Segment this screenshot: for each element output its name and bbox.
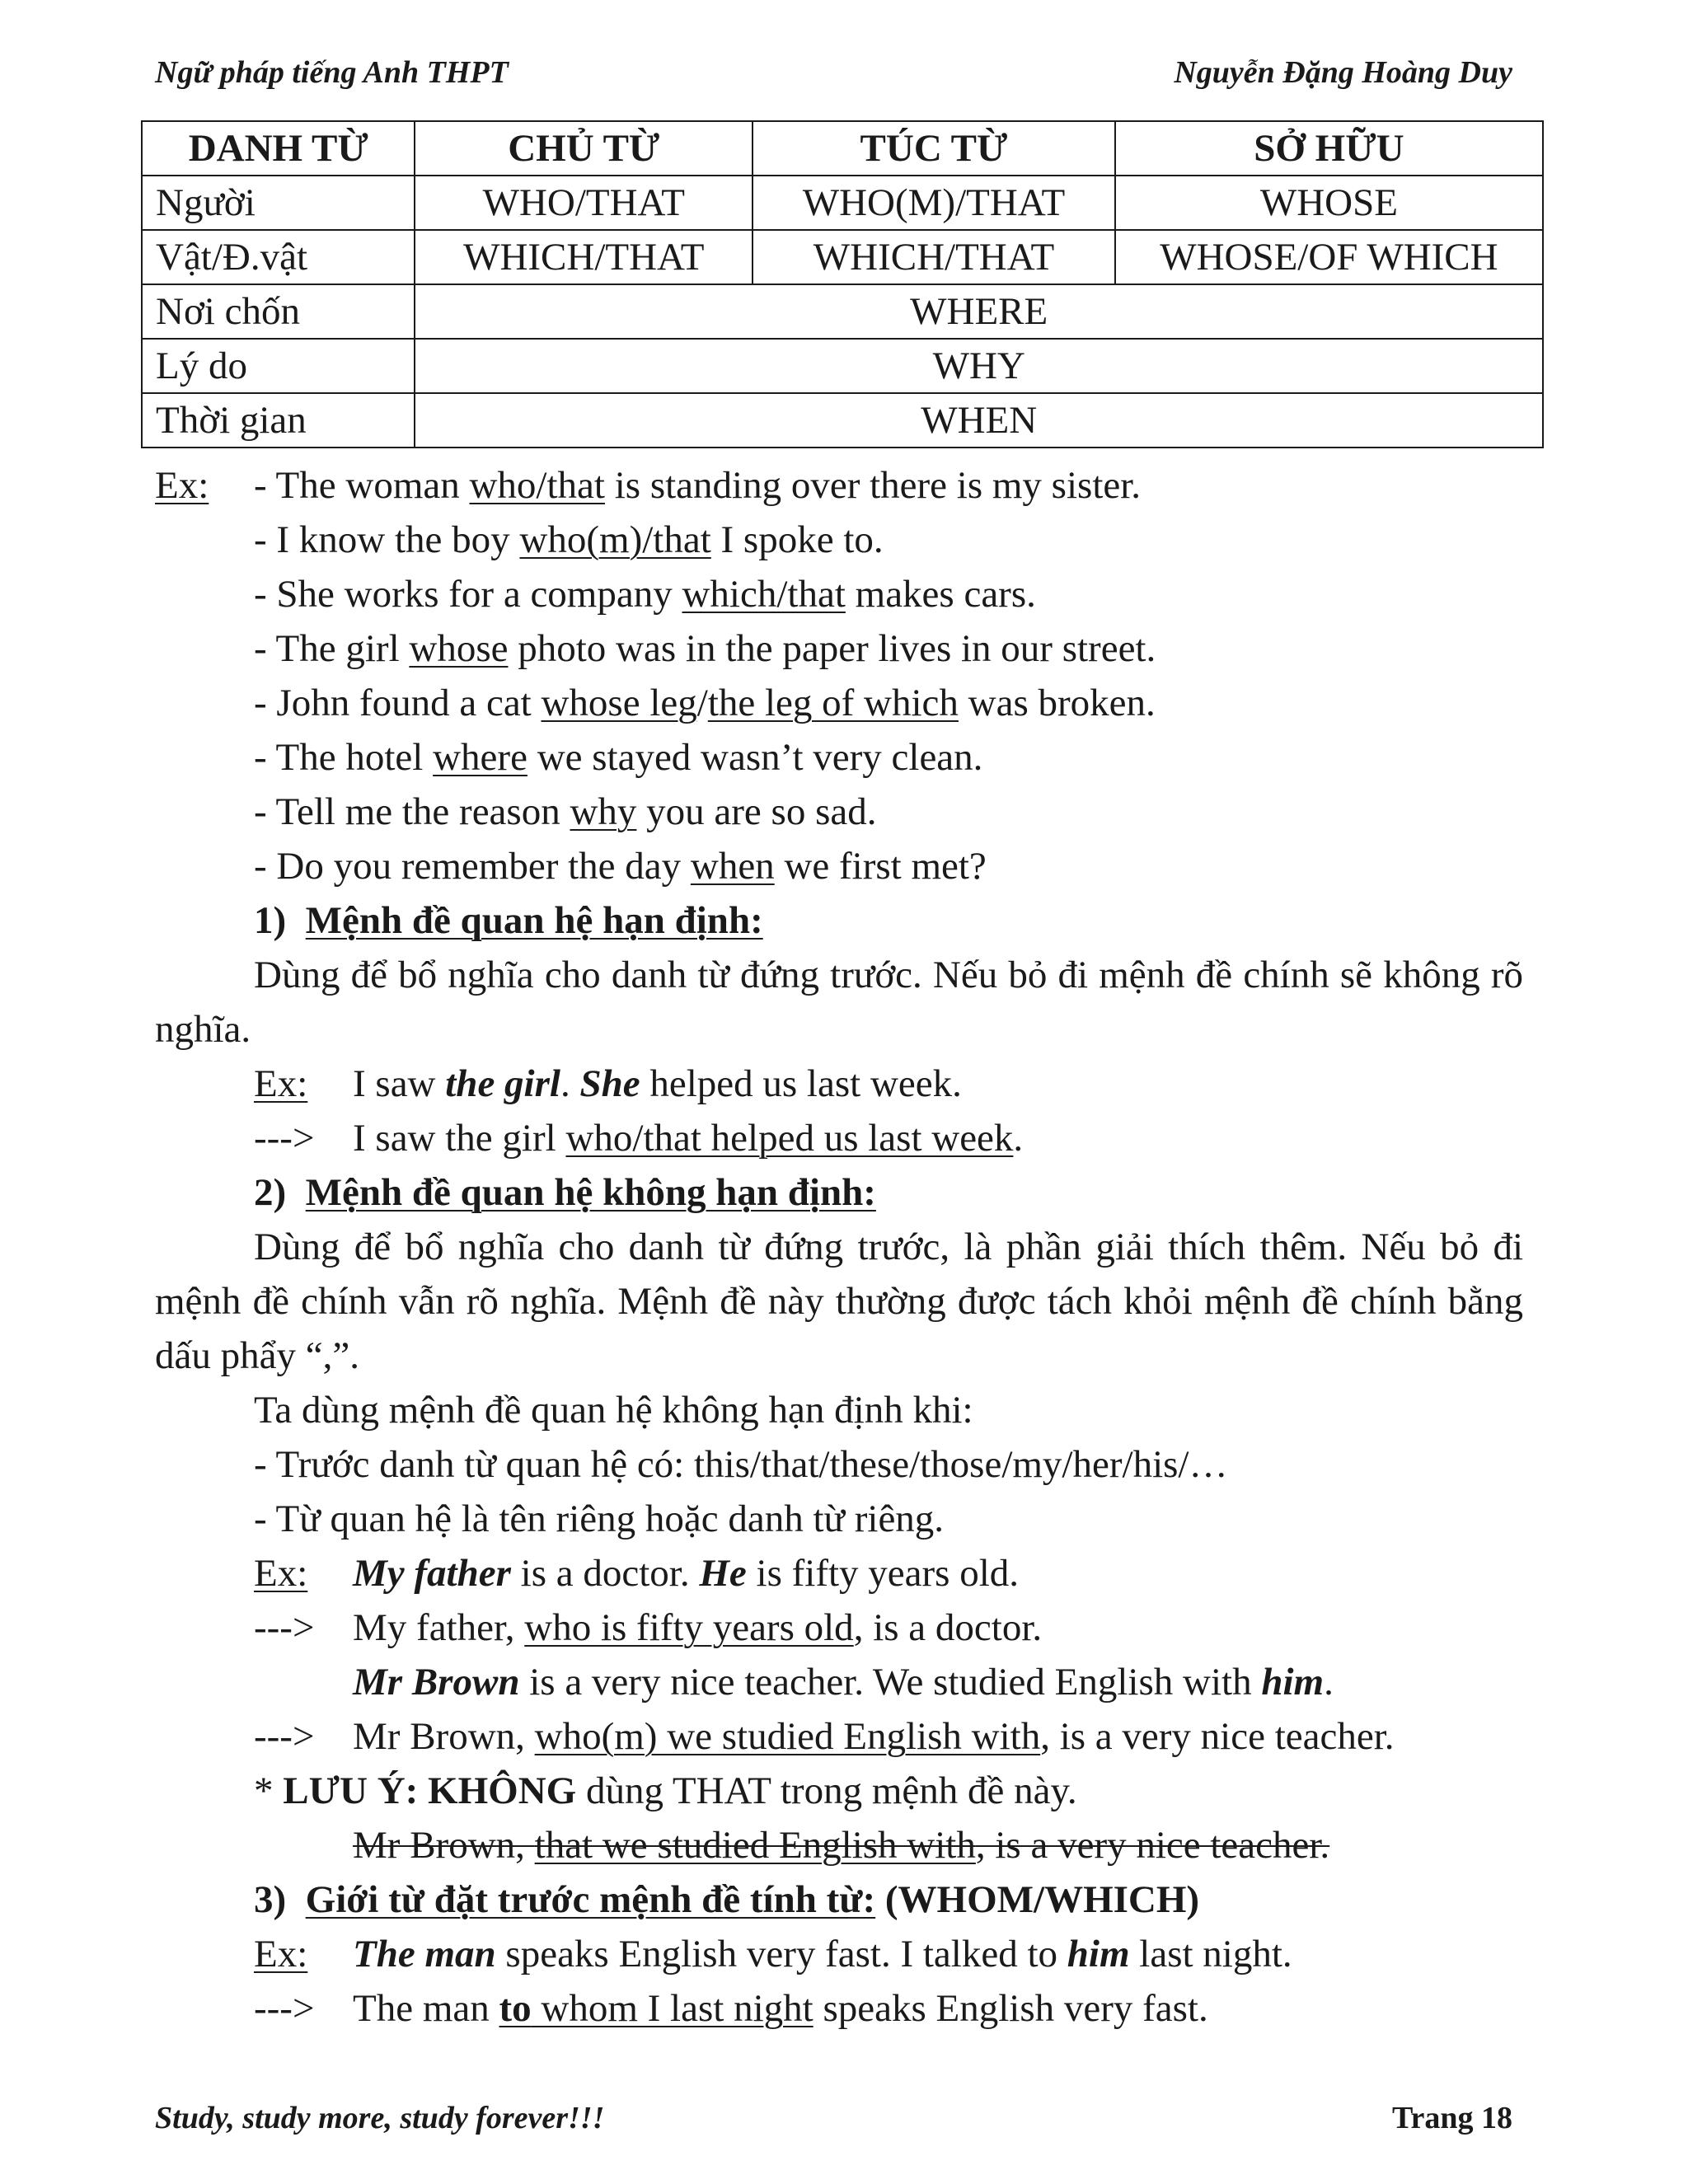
text-run: you are so sad. — [636, 790, 877, 833]
relative-clause: who is fifty years old — [524, 1606, 854, 1649]
text-run: . — [1013, 1117, 1024, 1160]
table-header-cell: TÚC TỪ — [753, 121, 1115, 176]
arrow-marker: ---> — [254, 1606, 315, 1649]
header-author: Nguyễn Đặng Hoàng Duy — [1174, 55, 1512, 90]
table-cell: WHY — [415, 339, 1543, 393]
example-label: Ex: — [254, 1062, 308, 1105]
table-header-cell: DANH TỪ — [142, 121, 415, 176]
text-run: speaks English very fast. — [813, 1987, 1208, 2030]
example-line — [155, 1655, 1523, 1709]
relative-clause: who(m) we studied English with — [534, 1715, 1041, 1758]
underlined-pronoun: when — [690, 845, 775, 888]
text-run: / — [696, 682, 708, 724]
emphasis-text: the girl — [445, 1062, 560, 1105]
text-run: - She works for a company — [254, 573, 682, 616]
arrow-marker: ---> — [254, 1987, 315, 2030]
underlined-pronoun: who(m)/that — [519, 518, 711, 561]
table-cell: WHICH/THAT — [753, 230, 1115, 284]
page-body — [155, 458, 1523, 2036]
table-row — [142, 339, 1543, 393]
section-number: 1) — [254, 899, 287, 942]
relative-clause: whom I last night — [531, 1987, 814, 2030]
text-run: last night. — [1129, 1933, 1292, 1975]
example-line — [155, 1057, 1523, 1111]
text-run: is standing over there is my sister. — [604, 464, 1142, 507]
text-run: - Tell me the reason — [254, 790, 570, 833]
text-run: we first met? — [774, 845, 987, 888]
table-row — [142, 176, 1543, 230]
text-run: speaks English very fast. I talked to — [495, 1933, 1067, 1975]
emphasis-text: him — [1261, 1661, 1325, 1704]
footer-motto: Study, study more, study forever!!! — [155, 2101, 605, 2135]
example-line — [155, 839, 1523, 893]
note-line — [155, 1764, 1523, 1818]
text-run: . — [560, 1062, 580, 1105]
table-cell: Nơi chốn — [142, 284, 415, 339]
header-title: Ngữ pháp tiếng Anh THPT — [155, 55, 509, 90]
text-run: Mr Brown, — [353, 1824, 535, 1867]
section-title: Mệnh đề quan hệ hạn định: — [305, 899, 763, 942]
section-paragraph: Dùng để bổ nghĩa cho danh từ đứng trước. Nếu bỏ đi mệnh đề chính sẽ không rõ nghĩa. — [155, 954, 1523, 1051]
table-cell: WHO(M)/THAT — [753, 176, 1115, 230]
text-line — [155, 1383, 1523, 1437]
text-run: photo was in the paper lives in our street. — [508, 627, 1156, 670]
section-heading — [155, 893, 1523, 948]
table-cell: WHOSE — [1115, 176, 1543, 230]
table-cell: WHICH/THAT — [415, 230, 753, 284]
example-line — [155, 621, 1523, 676]
text-run: - Do you remember the day — [254, 845, 691, 888]
emphasis-text: Mr Brown — [353, 1661, 520, 1704]
text-run: - The woman — [254, 464, 470, 507]
table-cell: Người — [142, 176, 415, 230]
emphasis-text: him — [1067, 1933, 1130, 1975]
intro-text: Ta dùng mệnh đề quan hệ không hạn định khi: — [254, 1389, 973, 1432]
text-run: - The girl — [254, 627, 410, 670]
text-run: I saw — [353, 1062, 446, 1105]
relative-clause: that we studied English with — [534, 1824, 976, 1867]
text-run: - I know the boy — [254, 518, 520, 561]
table-cell: Vật/Đ.vật — [142, 230, 415, 284]
table-header-row — [142, 121, 1543, 176]
bullet-line — [155, 1492, 1523, 1546]
note-label: LƯU Ý: KHÔNG — [283, 1769, 577, 1812]
emphasis-text: He — [699, 1552, 747, 1595]
text-run: My father, — [353, 1606, 525, 1649]
bullet-text: - Từ quan hệ là tên riêng hoặc danh từ riêng. — [254, 1497, 945, 1540]
struck-example — [155, 1818, 1523, 1872]
emphasis-text: The man — [353, 1933, 496, 1975]
underlined-pronoun: whose — [409, 627, 509, 670]
underlined-pronoun: why — [570, 790, 637, 833]
table-cell: WHO/THAT — [415, 176, 753, 230]
table-row — [142, 230, 1543, 284]
section-number: 3) — [254, 1878, 287, 1921]
section-title: Giới từ đặt trước mệnh đề tính từ: — [305, 1878, 876, 1921]
text-run: - The hotel — [254, 736, 434, 779]
result-line — [155, 1981, 1523, 2036]
text-run: - John found a cat — [254, 682, 542, 724]
text-run: , is a very nice teacher. — [975, 1824, 1330, 1867]
text-run: I spoke to. — [710, 518, 884, 561]
text-run: is a doctor. — [510, 1552, 700, 1595]
table-cell: WHERE — [415, 284, 1543, 339]
text-run: helped us last week. — [640, 1062, 962, 1105]
text-run: is a very nice teacher. We studied English with — [519, 1661, 1262, 1704]
arrow-marker: ---> — [254, 1117, 315, 1160]
arrow-marker: ---> — [254, 1715, 315, 1758]
text-run: , is a very nice teacher. — [1040, 1715, 1395, 1758]
section-paragraph: Dùng để bổ nghĩa cho danh từ đứng trước, là phần giải thích thêm. Nếu bỏ đi mệnh đề chính vẫn rõ nghĩa. Mệnh đề này thường được tách khỏi mệnh đề chính bằng dấu phẩy “,”. — [155, 1226, 1523, 1377]
page-header — [155, 54, 1512, 96]
text-run: * — [254, 1769, 284, 1812]
example-line — [155, 676, 1523, 730]
emphasis-text: She — [579, 1062, 640, 1105]
example-line — [155, 513, 1523, 567]
example-line — [155, 567, 1523, 621]
example-label: Ex: — [254, 1552, 308, 1595]
table-cell: WHOSE/OF WHICH — [1115, 230, 1543, 284]
emphasis-text: My father — [353, 1552, 511, 1595]
table-cell: Thời gian — [142, 393, 415, 448]
table-header-cell: SỞ HỮU — [1115, 121, 1543, 176]
relative-clause: who/that helped us last week — [565, 1117, 1014, 1160]
page-footer — [155, 2100, 1512, 2141]
text-run: The man — [353, 1987, 499, 2030]
text-run: I saw the girl — [353, 1117, 566, 1160]
text-run: was broken. — [958, 682, 1156, 724]
text-run: we stayed wasn’t very clean. — [527, 736, 983, 779]
section-title-suffix: (WHOM/WHICH) — [875, 1878, 1200, 1921]
table-cell: WHEN — [415, 393, 1543, 448]
text-run: , is a doctor. — [853, 1606, 1043, 1649]
underlined-pronoun: whose leg — [541, 682, 697, 724]
bullet-text: - Trước danh từ quan hệ có: this/that/these/those/my/her/his/… — [254, 1443, 1228, 1486]
text-run: is fifty years old. — [746, 1552, 1020, 1595]
text-run: Mr Brown, — [353, 1715, 535, 1758]
table-row — [142, 284, 1543, 339]
section-title: Mệnh đề quan hệ không hạn định: — [305, 1171, 876, 1214]
preposition: to — [499, 1987, 532, 2030]
example-line — [155, 1927, 1523, 1981]
example-label: Ex: — [155, 464, 209, 507]
text-run: makes cars. — [845, 573, 1036, 616]
section-number: 2) — [254, 1171, 287, 1214]
section-heading — [155, 1165, 1523, 1220]
underlined-pronoun: who/that — [469, 464, 605, 507]
relative-pronoun-table — [141, 120, 1544, 448]
text-run: . — [1324, 1661, 1334, 1704]
example-line — [155, 785, 1523, 839]
underlined-pronoun: which/that — [682, 573, 846, 616]
result-line — [155, 1111, 1523, 1165]
section-heading — [155, 1872, 1523, 1927]
page-number: Trang 18 — [1391, 2101, 1512, 2135]
example-line — [155, 1546, 1523, 1601]
result-line — [155, 1709, 1523, 1764]
bullet-line — [155, 1437, 1523, 1492]
table-row — [142, 393, 1543, 448]
example-line — [155, 730, 1523, 785]
table-header-cell: CHỦ TỪ — [415, 121, 753, 176]
example-label: Ex: — [254, 1933, 308, 1975]
example-line — [155, 458, 1523, 513]
text-run: dùng THAT trong mệnh đề này. — [576, 1769, 1077, 1812]
result-line — [155, 1601, 1523, 1655]
underlined-pronoun: where — [433, 736, 528, 779]
table-cell: Lý do — [142, 339, 415, 393]
underlined-pronoun: the leg of which — [707, 682, 959, 724]
